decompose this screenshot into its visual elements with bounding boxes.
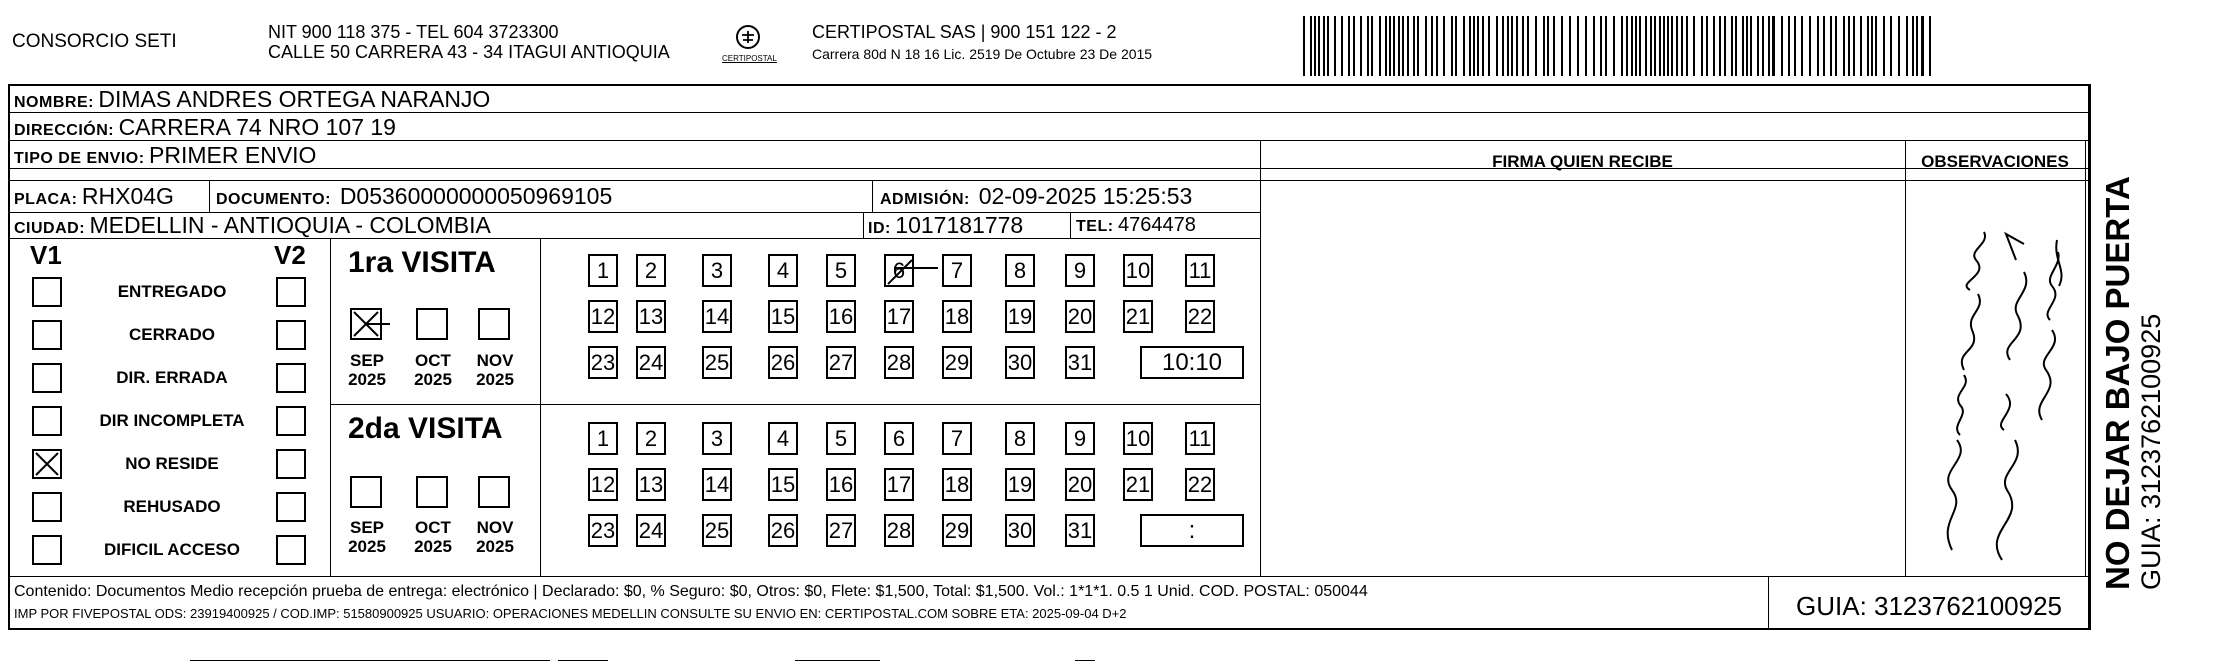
tel-label: TEL: (1076, 218, 1114, 235)
barcode-bar (1843, 16, 1845, 76)
barcode-bar (1650, 16, 1652, 76)
barcode-bar (1371, 16, 1373, 76)
visit2-day-box: 30 (1005, 514, 1035, 547)
visit2-day-box: 11 (1185, 422, 1215, 455)
visit1-month-box (416, 308, 448, 340)
visit2-day-box: 18 (942, 468, 972, 501)
barcode-bar (1659, 16, 1661, 76)
barcode-bar (1883, 16, 1885, 76)
barcode-bar (1402, 16, 1404, 76)
reason-label: REHUSADO (123, 497, 221, 516)
visit2-day-box: 3 (702, 422, 732, 455)
barcode-bar (1436, 16, 1438, 76)
barcode-bar (1543, 16, 1545, 76)
visit2-day-box: 24 (636, 514, 666, 547)
placa-label: PLACA: (14, 191, 78, 208)
visit1-day-box: 4 (768, 254, 798, 287)
barcode-bar (1413, 16, 1415, 76)
visit2-day-box: 2 (636, 422, 666, 455)
barcode-bar (1389, 16, 1391, 76)
visit1-day-box: 28 (884, 346, 914, 379)
decor-line (795, 660, 880, 661)
visit1-day-box: 7 (942, 254, 972, 287)
visit1-year-label: 2025 (414, 370, 452, 389)
barcode-bar (1781, 16, 1783, 76)
visit2-month-label: NOV (476, 518, 514, 537)
col-line (1905, 140, 1906, 576)
direccion-row (14, 114, 396, 144)
visit1-day-box: 9 (1065, 254, 1095, 287)
barcode-bar (1473, 16, 1475, 76)
visit1-month-label: SEP (349, 351, 385, 370)
barcode-bar (1757, 16, 1759, 76)
visit1-day-box: 3 (702, 254, 732, 287)
barcode-bar (1334, 16, 1336, 76)
visit1-day-box: 2 (636, 254, 666, 287)
visit1-day-box: 31 (1065, 346, 1095, 379)
barcode-bar (1635, 16, 1637, 76)
frame-right (2090, 84, 2091, 630)
v1-checkbox (32, 406, 62, 436)
certipostal-logo (722, 22, 777, 68)
visit1-day-box: 18 (942, 300, 972, 333)
barcode-bar (1772, 16, 1775, 76)
barcode-bar (1871, 16, 1873, 76)
footer-line2: IMP POR FIVEPOSTAL ODS: 23919400925 / COD.IMP: 51580900925 USUARIO: OPERACIONES MEDELLIN CONSULTE SU ENVIO EN: CERTIPOSTAL.COM SOBRE ETA: 2025-09-04 D+2 (14, 606, 1127, 621)
barcode-bar (1561, 16, 1563, 76)
barcode-bar (1527, 16, 1529, 76)
barcode-bar (1912, 16, 1914, 76)
visit1-day-box: 21 (1123, 300, 1153, 333)
visit1-day-box: 27 (826, 346, 856, 379)
v1-checkbox (32, 277, 62, 307)
reason-label: DIFICIL ACCESO (103, 540, 240, 559)
visit1-month-label: NOV (476, 351, 514, 370)
visit1-day-box: 16 (826, 300, 856, 333)
visit2-month-box (416, 476, 448, 508)
placa-row (14, 183, 174, 213)
visit1-month-box (478, 308, 510, 340)
reason-label: NO RESIDE (125, 454, 219, 473)
barcode-bar (1393, 16, 1395, 76)
visit1-day-box: 5 (826, 254, 856, 287)
footer-guia: GUIA: 3123762100925 (1796, 591, 2062, 621)
barcode-bar (1867, 16, 1869, 76)
visit1-month-box (350, 308, 382, 340)
barcode-bar (1853, 16, 1855, 76)
id-label: ID: (868, 220, 891, 237)
col-line (872, 180, 873, 212)
visit1-day-box: 26 (768, 346, 798, 379)
barcode-bar (1746, 16, 1748, 76)
barcode-bar (1310, 16, 1312, 76)
v1-checkbox (32, 449, 62, 479)
barcode-bar (1511, 16, 1513, 76)
col-line (863, 212, 864, 238)
admision-value: 02-09-2025 15:25:53 (978, 183, 1193, 209)
ciudad-value: MEDELLIN - ANTIOQUIA - COLOMBIA (89, 212, 491, 238)
barcode-bar (1667, 16, 1669, 76)
barcode (1303, 16, 1933, 76)
visit1-month-label: OCT (415, 351, 451, 370)
barcode-bar (1303, 16, 1305, 76)
barcode-bar (1463, 16, 1465, 76)
barcode-bar (1830, 16, 1832, 76)
barcode-bar (1639, 16, 1641, 76)
barcode-bar (1631, 16, 1633, 76)
visit1-day-box: 20 (1065, 300, 1095, 333)
visit2-year-label: 2025 (348, 537, 386, 556)
visit2-day-box: 17 (884, 468, 914, 501)
footer-line1: Contenido: Documentos Medio recepción prueba de entrega: electrónico | Declarado: $0, % Seguro: $0, Otros: $0, Flete: $1,500, Total: $1,500. Vol.: 1*1*1. 0.5 1 Unid. COD. POSTAL: 050044 (14, 583, 1368, 600)
barcode-bar (1360, 16, 1362, 76)
barcode-bar (1535, 16, 1537, 76)
barcode-bar (1848, 16, 1850, 76)
barcode-bar (1341, 16, 1343, 76)
v1-checkbox (32, 320, 62, 350)
tipo-value: PRIMER ENVIO (149, 142, 317, 168)
col-line (2085, 140, 2086, 576)
side-line2: GUIA: 3123762100925 (2136, 313, 2166, 590)
visit2-day-box: 26 (768, 514, 798, 547)
placa-value: RHX04G (81, 183, 174, 209)
barcode-bar (1835, 16, 1837, 76)
visit2-day-box: 8 (1005, 422, 1035, 455)
visit2-day-box: 12 (588, 468, 618, 501)
visit2-day-box: 15 (768, 468, 798, 501)
barcode-bar (1353, 16, 1355, 76)
id-value: 1017181778 (895, 212, 1024, 238)
barcode-bar (1569, 16, 1571, 76)
barcode-bar (1482, 16, 1484, 76)
visit2-day-box: 21 (1123, 468, 1153, 501)
barcode-bar (1621, 16, 1623, 76)
barcode-bar (1593, 16, 1595, 76)
barcode-bar (1585, 16, 1587, 76)
visit1-title: 1ra VISITA (348, 246, 496, 279)
barcode-bar (1693, 16, 1695, 76)
admision-label: ADMISIÓN: (880, 191, 970, 208)
barcode-bar (1701, 16, 1703, 76)
visit1-day-box: 13 (636, 300, 666, 333)
tipo-row (14, 142, 316, 172)
visit2-day-box: 20 (1065, 468, 1095, 501)
direccion-value: CARRERA 74 NRO 107 19 (118, 114, 396, 140)
observaciones-signature (1912, 200, 2082, 570)
reason-label: CERRADO (129, 325, 215, 344)
reason-label: DIR. ERRADA (116, 368, 228, 387)
visit1-day-box: 8 (1005, 254, 1035, 287)
visit2-day-box: 4 (768, 422, 798, 455)
visit1-day-box: 17 (884, 300, 914, 333)
row-line (8, 180, 1260, 181)
barcode-bar (1890, 16, 1892, 76)
barcode-bar (1898, 16, 1900, 76)
barcode-bar (1676, 16, 1678, 76)
barcode-bar (1314, 16, 1316, 76)
visit2-year-label: 2025 (414, 537, 452, 556)
visit1-day-box: 1 (588, 254, 618, 287)
barcode-bar (1600, 16, 1602, 76)
visit2-day-box: 28 (884, 514, 914, 547)
barcode-bar (1613, 16, 1615, 76)
ciudad-label: CIUDAD: (14, 220, 86, 237)
visit1-day-box: 11 (1185, 254, 1215, 287)
reason-label: DIR INCOMPLETA (99, 411, 245, 430)
barcode-bar (1713, 16, 1715, 76)
cert-line1: CERTIPOSTAL SAS | 900 151 122 - 2 (812, 22, 1117, 42)
visit1-day-box: 19 (1005, 300, 1035, 333)
day-strike-icon (884, 254, 940, 295)
barcode-bar (1860, 16, 1862, 76)
visit2-day-box: 23 (588, 514, 618, 547)
barcode-bar (1379, 16, 1381, 76)
barcode-bar (1425, 16, 1427, 76)
documento-value: D05360000000050969105 (339, 183, 613, 209)
col-line (209, 180, 210, 212)
barcode-bar (1398, 16, 1400, 76)
v2-label: V2 (274, 240, 306, 270)
visit2-day-box: 22 (1185, 468, 1215, 501)
barcode-bar (1906, 16, 1908, 76)
nit-line2: CALLE 50 CARRERA 43 - 34 ITAGUI ANTIOQUIA (268, 42, 670, 62)
visit1-day-box: 24 (636, 346, 666, 379)
visit2-month-label: OCT (415, 518, 451, 537)
visit2-day-box: 10 (1123, 422, 1153, 455)
barcode-bar (1327, 16, 1329, 76)
visit-divider (330, 404, 1260, 405)
barcode-bar (1671, 16, 1673, 76)
visit1-day-box: 23 (588, 346, 618, 379)
decor-line (558, 660, 608, 661)
visit1-day-box: 29 (942, 346, 972, 379)
v1-checkbox (32, 535, 62, 565)
direccion-label: DIRECCIÓN: (14, 122, 115, 139)
logo-text: CERTIPOSTAL (722, 54, 777, 63)
v1-checkbox (32, 492, 62, 522)
visit2-day-box: 14 (702, 468, 732, 501)
id-row (868, 212, 1023, 242)
side-notice (2100, 176, 2166, 590)
barcode-bar (1719, 16, 1721, 76)
ciudad-row (14, 212, 491, 242)
decor-line (190, 660, 550, 661)
barcode-bar (1577, 16, 1579, 76)
barcode-bar (1731, 16, 1733, 76)
firma-header: FIRMA QUIEN RECIBE (1492, 152, 1673, 171)
decor-line (1075, 660, 1095, 661)
footer-divider (8, 576, 2090, 577)
barcode-bar (1794, 16, 1796, 76)
tel-row (1076, 212, 1196, 240)
visit1-day-box: 25 (702, 346, 732, 379)
barcode-bar (1507, 16, 1509, 76)
barcode-bar (1823, 16, 1825, 76)
barcode-bar (1875, 16, 1877, 76)
visit2-day-box: 16 (826, 468, 856, 501)
barcode-bar (1735, 16, 1737, 76)
barcode-bar (1385, 16, 1387, 76)
nombre-value: DIMAS ANDRES ORTEGA NARANJO (98, 86, 491, 112)
visit2-day-box: 27 (826, 514, 856, 547)
barcode-bar (1654, 16, 1656, 76)
barcode-bar (1451, 16, 1453, 76)
barcode-bar (1626, 16, 1628, 76)
barcode-bar (1417, 16, 1419, 76)
visit1-year-label: 2025 (348, 370, 386, 389)
documento-label: DOCUMENTO: (216, 191, 331, 208)
barcode-bar (1742, 16, 1744, 76)
admision-row (880, 183, 1192, 213)
barcode-bar (1553, 16, 1555, 76)
reason-label: ENTREGADO (117, 282, 227, 301)
col-line (1260, 140, 1261, 576)
barcode-bar (1348, 16, 1350, 76)
visit1-day-box: 10 (1123, 254, 1153, 287)
barcode-bar (1681, 16, 1683, 76)
barcode-bar (1318, 16, 1320, 76)
visit2-day-box: 25 (702, 514, 732, 547)
barcode-bar (1367, 16, 1369, 76)
barcode-bar (1750, 16, 1752, 76)
col-line (1070, 212, 1071, 238)
barcode-bar (1788, 16, 1790, 76)
visit2-day-box: 7 (942, 422, 972, 455)
nombre-label: NOMBRE: (14, 94, 94, 111)
barcode-bar (1605, 16, 1607, 76)
barcode-bar (1516, 16, 1518, 76)
barcode-bar (1323, 16, 1325, 76)
barcode-bar (1916, 16, 1918, 76)
side-line1: NO DEJAR BAJO PUERTA (2099, 176, 2136, 590)
visit2-month-box (478, 476, 510, 508)
visit1-time-box: 10:10 (1140, 346, 1244, 379)
barcode-bar (1488, 16, 1490, 76)
visit2-day-box: 31 (1065, 514, 1095, 547)
col-line (330, 238, 331, 576)
row-line (1260, 180, 2090, 181)
barcode-bar (1443, 16, 1445, 76)
tel-value: 4764478 (1118, 214, 1196, 236)
visit1-day-box: 14 (702, 300, 732, 333)
visit2-year-label: 2025 (476, 537, 514, 556)
barcode-bar (1921, 16, 1924, 76)
barcode-bar (1455, 16, 1457, 76)
nombre-row (14, 86, 490, 116)
barcode-bar (1431, 16, 1433, 76)
visit2-day-box: 6 (884, 422, 914, 455)
visit1-day-box: 15 (768, 300, 798, 333)
barcode-bar (1929, 16, 1931, 76)
visit1-day-box: 30 (1005, 346, 1035, 379)
barcode-bar (1762, 16, 1764, 76)
visit2-time-box: : (1140, 514, 1244, 547)
barcode-bar (1407, 16, 1409, 76)
visit2-day-box: 9 (1065, 422, 1095, 455)
visit1-year-label: 2025 (476, 370, 514, 389)
barcode-bar (1706, 16, 1708, 76)
v1-label: V1 (30, 240, 62, 270)
barcode-bar (1663, 16, 1665, 76)
visit2-day-box: 29 (942, 514, 972, 547)
barcode-bar (1522, 16, 1524, 76)
visit1-day-box: 12 (588, 300, 618, 333)
visit2-title: 2da VISITA (348, 412, 503, 445)
nit-line1: NIT 900 118 375 - TEL 604 3723300 (268, 22, 559, 42)
visit2-day-box: 13 (636, 468, 666, 501)
visit1-day-box: 22 (1185, 300, 1215, 333)
visit2-day-box: 5 (826, 422, 856, 455)
visit1-day-box: 6 (884, 254, 914, 287)
barcode-bar (1809, 16, 1811, 76)
v1-checkbox (32, 363, 62, 393)
cert-line2: Carrera 80d N 18 16 Lic. 2519 De Octubre 23 De 2015 (812, 46, 1153, 62)
barcode-bar (1502, 16, 1504, 76)
barcode-bar (1469, 16, 1471, 76)
visit2-month-box (350, 476, 382, 508)
barcode-bar (1801, 16, 1803, 76)
barcode-bar (1686, 16, 1688, 76)
barcode-bar (1547, 16, 1549, 76)
visit2-month-label: SEP (349, 518, 385, 537)
barcode-bar (1768, 16, 1770, 76)
visit2-day-box: 1 (588, 422, 618, 455)
barcode-bar (1724, 16, 1726, 76)
observaciones-header: OBSERVACIONES (1921, 152, 2069, 171)
barcode-bar (1645, 16, 1647, 76)
barcode-bar (1496, 16, 1498, 76)
col-line (540, 238, 541, 576)
tipo-label: TIPO DE ENVIO: (14, 150, 145, 167)
visit2-day-box: 19 (1005, 468, 1035, 501)
documento-row (216, 183, 612, 213)
company-name: CONSORCIO SETI (12, 31, 177, 52)
barcode-bar (1477, 16, 1479, 76)
barcode-bar (1817, 16, 1819, 76)
